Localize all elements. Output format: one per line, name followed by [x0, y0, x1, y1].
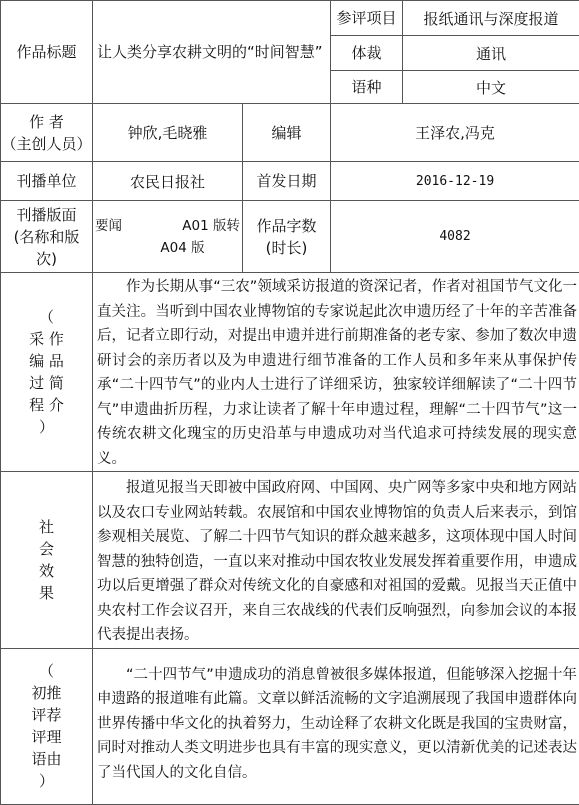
- author-label-line2: （主创人员）: [1, 133, 92, 155]
- review-label-line2: 初推: [1, 682, 92, 704]
- author-label-line1: 作 者: [1, 111, 92, 133]
- process-label-line5: 程 介: [1, 394, 92, 416]
- effect-text-cell: [93, 472, 579, 649]
- publication-date-value: 2016-12-19: [331, 162, 579, 201]
- author-value: 钟欣,毛晓雅: [93, 104, 243, 162]
- genre-value: 通讯: [403, 36, 579, 71]
- language-value: 中文: [403, 71, 579, 104]
- effect-label: [1, 472, 93, 649]
- category-value: 报纸通讯与深度报道: [403, 1, 579, 36]
- wordcount-label-line2: (时长): [243, 237, 330, 259]
- language-label: 语种: [331, 71, 403, 104]
- review-label-line3: 评荐: [1, 704, 92, 726]
- review-text: “二十四节气”申遗成功的消息曾被很多媒体报道，但能够深入挖掘十年申遗路的报道唯有此篇。文章以鲜活流畅的文字追溯展现了我国申遗群体向世界传播中华文化的执着努力，生动诠释了农耕文化既是我国的宝贵财富，同时对推动人类文明进步也具有丰富的现实意义，更以清新优美的记述表达了当代国人的文化自信。: [97, 663, 577, 786]
- wordcount-value: 4082: [331, 201, 579, 273]
- process-label-line6: ）: [1, 416, 92, 438]
- category-label: 参评项目: [331, 1, 403, 36]
- review-text-cell: [93, 648, 579, 804]
- process-label-line2: 采 作: [1, 328, 92, 350]
- effect-label-line2: 会: [1, 538, 92, 560]
- author-label: [1, 104, 93, 162]
- review-label: [1, 648, 93, 804]
- publication-date-label: 首发日期: [243, 162, 331, 201]
- layout-label-line3: 次): [1, 248, 92, 270]
- layout-label: [1, 201, 93, 273]
- layout-label-line2: (名称和版: [1, 226, 92, 248]
- editor-label: 编辑: [243, 104, 331, 162]
- effect-label-line1: 社: [1, 516, 92, 538]
- review-label-line5: 语由: [1, 748, 92, 770]
- process-label: [1, 273, 93, 472]
- process-label-line1: （: [1, 306, 92, 328]
- layout-label-line1: 刊播版面: [1, 204, 92, 226]
- effect-label-line4: 果: [1, 582, 92, 604]
- editor-value: 王泽农,冯克: [331, 104, 579, 162]
- title-value: 让人类分享农耕文明的“时间智慧”: [93, 1, 331, 104]
- layout-section-page1: A01 版转: [182, 215, 240, 237]
- wordcount-label-line1: 作品字数: [243, 215, 330, 237]
- process-text: 作为长期从事“三农”领域采访报道的资深记者，作者对祖国节气文化一直关注。当听到中国农业博物馆的专家说起此次申遗历经了十年的辛苦准备后，记者立即行动，对提出申遗并进行前期准备的老专家、参加了数次申遗研讨会的亲历者以及为申遗进行细节准备的工作人员和多年来从事保护传承“二十四节气”的业内人士进行了详细采访，独家较详细解读了“二十四节气”申遗曲折历程，力求让读者了解十年申遗过程，理解“二十四节气”这一传统农耕文化瑰宝的历史沿革与申遗成功对当代追求可持续发展的现实意义。: [97, 275, 577, 471]
- publication-unit-label: 刊播单位: [1, 162, 93, 201]
- effect-text: 报道见报当天即被中国政府网、中国网、央广网等多家中央和地方网站以及农口专业网站转载。农展馆和中国农业博物馆的负责人后来表示，到馆参观相关展览、了解二十四节气知识的群众越来越多，这项体现中国人时间智慧的独特创造，一直以来对推动中国农牧业发展发挥着重要作用，申遗成功以后更增强了群众对传统文化的自豪感和对祖国的爱戴。见报当天正值中央农村工作会议召开，来自三农战线的代表们反响强烈，向参加会议的本报代表提出表扬。: [97, 476, 577, 648]
- effect-label-line3: 效: [1, 560, 92, 582]
- title-label: 作品标题: [1, 1, 93, 104]
- process-text-cell: [93, 273, 579, 472]
- process-label-line4: 过 简: [1, 372, 92, 394]
- genre-label: 体裁: [331, 36, 403, 71]
- publication-unit-value: 农民日报社: [93, 162, 243, 201]
- process-label-line3: 编 品: [1, 350, 92, 372]
- review-label-line6: ）: [1, 770, 92, 792]
- review-label-line4: 评理: [1, 726, 92, 748]
- wordcount-label: [243, 201, 331, 273]
- layout-section-page2: A04 版: [95, 237, 240, 259]
- review-label-line1: （: [1, 660, 92, 682]
- layout-value: [93, 201, 243, 273]
- layout-section-name: 要闻: [95, 215, 122, 237]
